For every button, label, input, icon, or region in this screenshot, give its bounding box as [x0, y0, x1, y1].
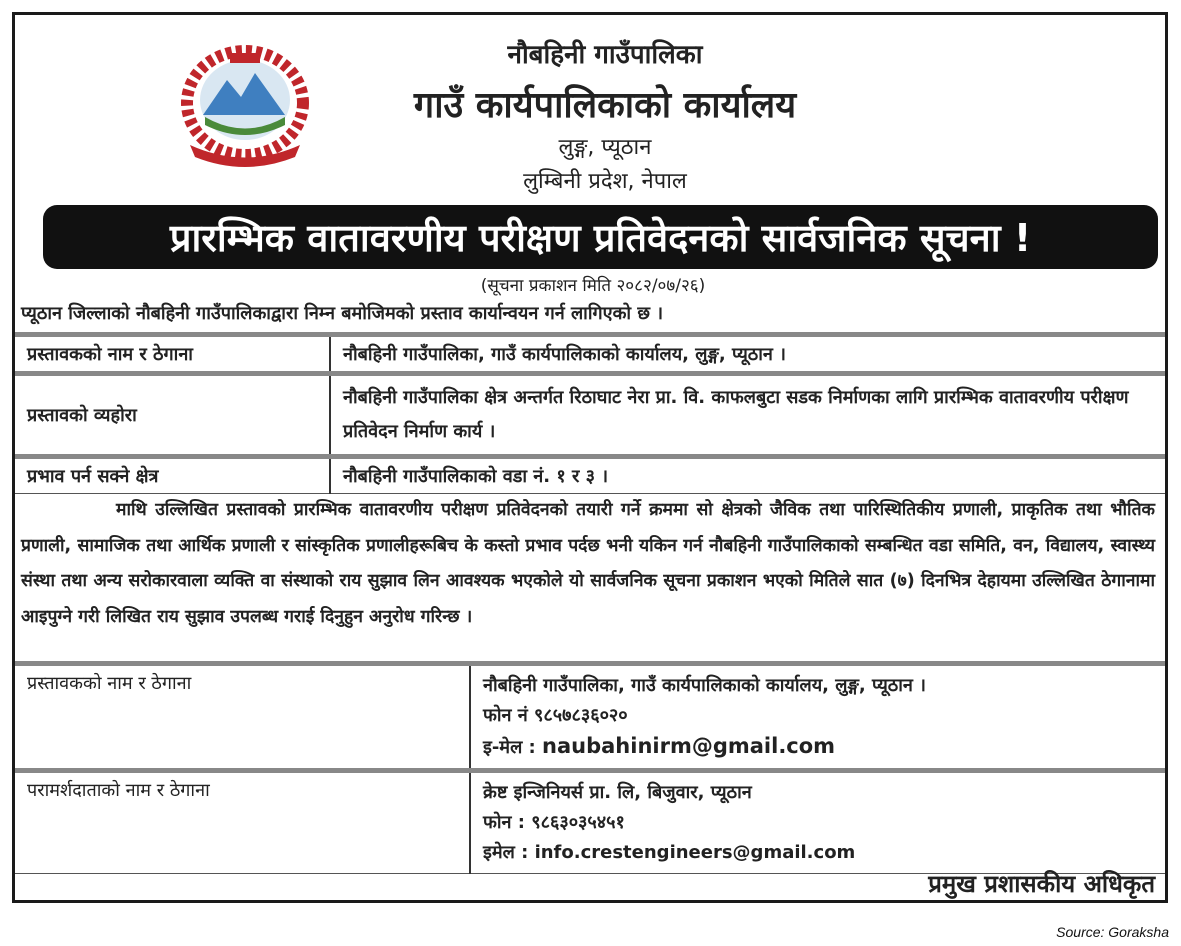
contact-phone: फोन : ९८६३०३५४५१: [483, 812, 625, 833]
row-label: प्रस्तावको व्यहोरा: [15, 374, 330, 457]
table-row: [15, 457, 1165, 494]
table-row: [15, 664, 1165, 771]
row-label: प्रस्तावकको नाम र ठेगाना: [15, 335, 330, 374]
municipality-name: नौबहिनी गाउँपालिका: [507, 40, 703, 70]
source-credit: Source: Goraksha: [1056, 924, 1169, 940]
body-paragraph: माथि उल्लिखित प्रस्तावको प्रारम्भिक वातावरणीय परीक्षण प्रतिवेदनको तयारी गर्ने क्रममा सो क्षेत्रको जैविक तथा पारिस्थितिकीय प्रणाली, प्राकृतिक तथा भौतिक प्रणाली, सामाजिक तथा आर्थिक प्रणाली र सांस्कृतिक प्रणालीहरूबिच के कस्तो प्रभाव पर्दछ भनी यकिन गर्न नौबहिनी गाउँपालिकाको सम्बन्धित वडा समिति, वन, विद्यालय, स्वास्थ्य संस्था तथा अन्य सरोकारवाला व्यक्ति वा संस्थाको राय सुझाव लिन आवश्यक भएकोले यो सार्वजनिक सूचना प्रकाशन भएको मितिले सात (७) दिनभित्र देहायमा उल्लिखित ठेगानामा आइपुग्ने गरी लिखित राय सुझाव उपलब्ध गराई दिनुहुन अनुरोध गरिन्छ ।: [21, 500, 1155, 627]
office-name: गाउँ कार्यपालिकाको कार्यालय: [413, 85, 797, 126]
contact-phone: फोन नं ९८५७८३६०२०: [483, 705, 628, 726]
intro-text: प्यूठान जिल्लाको नौबहिनी गाउँपालिकाद्वारा निम्न बमोजिमको प्रस्ताव कार्यान्वयन गर्न लागिएको छ ।: [21, 303, 664, 324]
row-value: नौबहिनी गाउँपालिकाको वडा नं. १ र ३ ।: [330, 457, 1165, 494]
row-label: परामर्शदाताको नाम र ठेगाना: [15, 771, 470, 874]
office-location: लुङ्ग, प्यूठान: [558, 135, 652, 160]
email-link[interactable]: naubahinirm@gmail.com: [542, 734, 836, 758]
row-value: नौबहिनी गाउँपालिका, गाउँ कार्यपालिकाको कार्यालय, लुङ्ग, प्यूठान ।: [330, 335, 1165, 374]
contact-details: [470, 771, 1165, 874]
row-label: प्रभाव पर्न सक्ने क्षेत्र: [15, 457, 330, 494]
table-row: [15, 374, 1165, 457]
contact-table: [15, 661, 1165, 874]
email-label: इ-मेल :: [483, 737, 536, 758]
row-label: प्रस्तावकको नाम र ठेगाना: [15, 664, 470, 771]
proposal-table: [15, 332, 1165, 494]
publish-date: (सूचना प्रकाशन मिति २०८२/०७/२६): [480, 276, 706, 296]
nepal-government-emblem: [175, 45, 315, 170]
table-row: [15, 771, 1165, 874]
notice-title-banner: प्रारम्भिक वातावरणीय परीक्षण प्रतिवेदनको सार्वजनिक सूचना !: [43, 205, 1158, 269]
table-row: [15, 335, 1165, 374]
contact-name: क्रेष्ट इन्जिनियर्स प्रा. लि, बिजुवार, प्यूठान: [483, 782, 752, 803]
email-link[interactable]: info.crestengineers@gmail.com: [534, 842, 856, 863]
office-province: लुम्बिनी प्रदेश, नेपाल: [523, 169, 687, 194]
contact-name: नौबहिनी गाउँपालिका, गाउँ कार्यपालिकाको कार्यालय, लुङ्ग, प्यूठान ।: [483, 675, 927, 696]
contact-details: [470, 664, 1165, 771]
notice-frame: [12, 12, 1168, 903]
email-label: इमेल :: [483, 842, 529, 863]
signature-title: प्रमुख प्रशासकीय अधिकृत: [928, 870, 1155, 898]
row-value: नौबहिनी गाउँपालिका क्षेत्र अन्तर्गत रिठाघाट नेरा प्रा. वि. काफलबुटा सडक निर्माणका लागि प्रारम्भिक वातावरणीय परीक्षण प्रतिवेदन निर्माण कार्य ।: [330, 374, 1165, 457]
